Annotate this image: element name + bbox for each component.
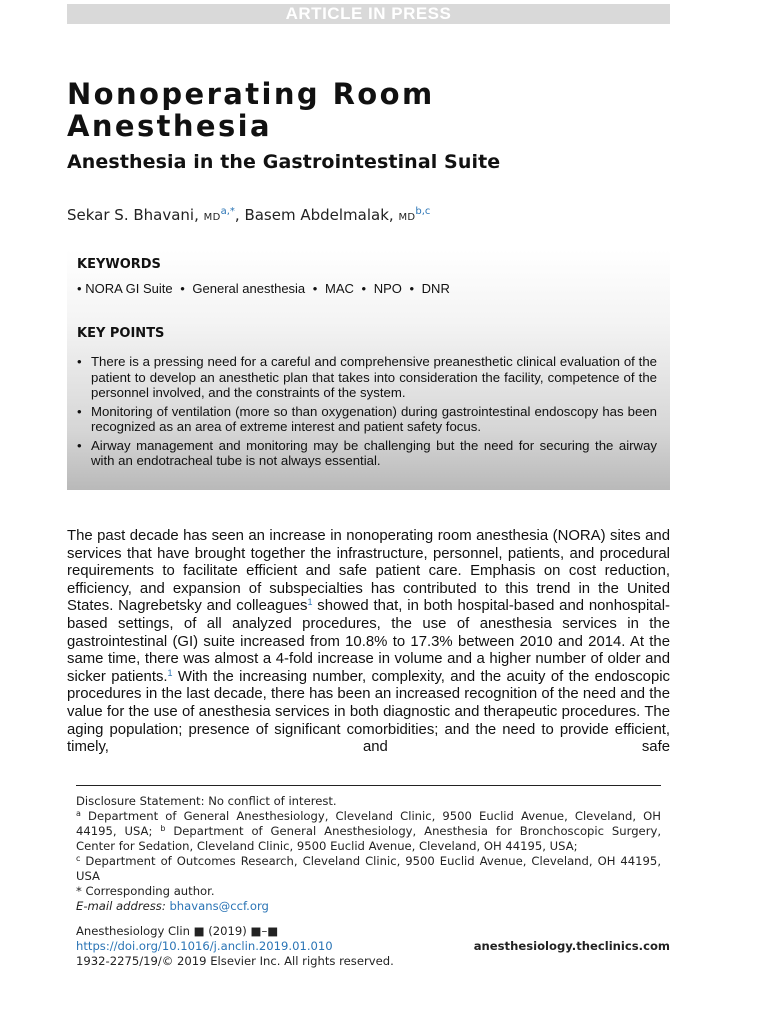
key-points-heading: KEY POINTS — [77, 326, 165, 341]
author-2-degree: MD — [398, 212, 416, 223]
keyword-bullet: • — [180, 281, 185, 296]
author-2-name: Basem Abdelmalak, — [244, 206, 394, 224]
disclosure-statement: Disclosure Statement: No conflict of interest. — [76, 794, 337, 808]
footnotes — [76, 794, 661, 914]
key-point-item: • Airway management and monitoring may be challenging but the need for securing the airway with an endotracheal tube is not always essential. — [77, 438, 657, 469]
corresponding-author: * Corresponding author. — [76, 884, 215, 898]
affiliations — [76, 809, 661, 884]
keyword-item: MAC — [324, 281, 354, 296]
body-text-segment: With the increasing number, complexity, and the acuity of the endoscopic procedures in the last decade, there has been an increased recognition of the need and the value for the use of anesthesia services in both diagnostic and therapeutic procedures. The aging population; presence of significant comorbidities; and the need to provide efficient, timely, and safe — [67, 668, 670, 756]
keyword-item: NORA GI Suite — [85, 281, 173, 296]
affiliation-c: Department of Outcomes Research, Cleveland Clinic, 9500 Euclid Avenue, Cleveland, OH 44195, USA — [76, 854, 661, 883]
email-link[interactable]: bhavans@ccf.org — [169, 899, 269, 913]
keyword-bullet: • — [361, 281, 367, 296]
author-1-affiliation-link[interactable]: a,* — [220, 206, 235, 217]
affiliation-b: Department of General Anesthesiology, Anesthesia for Bronchoscopic Surgery, Center for Sedation, Cleveland Clinic, 9500 Euclid Avenue, Cleveland, OH 44195, USA; — [76, 824, 662, 853]
email-line — [76, 899, 661, 914]
affiliation-mark: c — [76, 854, 81, 863]
affiliation-mark: b — [160, 824, 166, 833]
article-in-press-banner: ARTICLE IN PRESS — [67, 4, 670, 24]
email-label: E-mail address: — [76, 899, 166, 913]
author-1-degree: MD — [203, 212, 221, 223]
key-points-list — [77, 354, 657, 472]
keywords-keypoints-box — [67, 250, 670, 490]
article-subtitle: Anesthesia in the Gastrointestinal Suite — [67, 151, 501, 173]
affiliation-a: Department of General Anesthesiology, Cleveland Clinic, 9500 Euclid Avenue, Cleveland, OH 44195, USA; — [76, 809, 661, 838]
affiliation-mark: a — [76, 809, 81, 818]
doi-link[interactable]: https://doi.org/10.1016/j.anclin.2019.01.010 — [76, 939, 333, 953]
body-text-segment: showed that, in both hospital-based and nonhospital-based settings, of all analyzed procedures, the use of anesthesia services in the gastrointestinal (GI) suite increased from 10.8% to 17.3% between 2010 and 2014. At the same time, there was almost a 4-fold increase in volume and a higher number of older and sicker patients. — [67, 598, 670, 685]
author-separator: , — [234, 206, 240, 224]
key-point-item: • Monitoring of ventilation (more so than oxygenation) during gastrointestinal endoscopy has been recognized as an area of extreme interest and patient safety focus. — [77, 404, 657, 435]
keyword-bullet: • — [312, 281, 318, 296]
keyword-item: General anesthesia — [192, 281, 306, 296]
reference-link[interactable]: 1 — [307, 597, 313, 608]
keyword-item: DNR — [421, 281, 450, 296]
body-text-segment: The past decade has seen an increase in nonoperating room anesthesia (NORA) sites and services that have brought together the infrastructure, personnel, patients, and procedural requirements to facilitate efficient and safe patient care. Emphasis on cost reduction, efficiency, and expansion of subspecialties has contributed to this trend in the United States. Nagrebetsky and colleagues — [67, 528, 670, 615]
author-line — [67, 205, 430, 228]
journal-website: anesthesiology.theclinics.com — [473, 939, 670, 953]
citation-block — [76, 924, 670, 969]
keyword-bullet: • — [77, 281, 82, 296]
keyword-bullet: • — [409, 281, 415, 296]
reference-link[interactable]: 1 — [167, 667, 173, 678]
key-point-item: • There is a pressing need for a careful and comprehensive preanesthetic clinical evaluation of the patient to develop an anesthetic plan that takes into consideration the facility, competence of the personnel involved, and the constraints of the system. — [77, 354, 657, 401]
footnote-divider — [76, 785, 661, 786]
author-1-name: Sekar S. Bhavani, — [67, 206, 199, 224]
journal-citation: Anesthesiology Clin ■ (2019) ■–■ — [76, 924, 279, 938]
body-paragraph — [67, 528, 670, 757]
author-2-affiliation-link[interactable]: b,c — [415, 206, 431, 217]
keywords-heading: KEYWORDS — [77, 257, 161, 272]
keyword-item: NPO — [373, 281, 402, 296]
article-title: Nonoperating Room Anesthesia — [67, 77, 435, 143]
copyright-line: 1932-2275/19/© 2019 Elsevier Inc. All rights reserved. — [76, 954, 394, 968]
keywords-list — [77, 281, 450, 297]
